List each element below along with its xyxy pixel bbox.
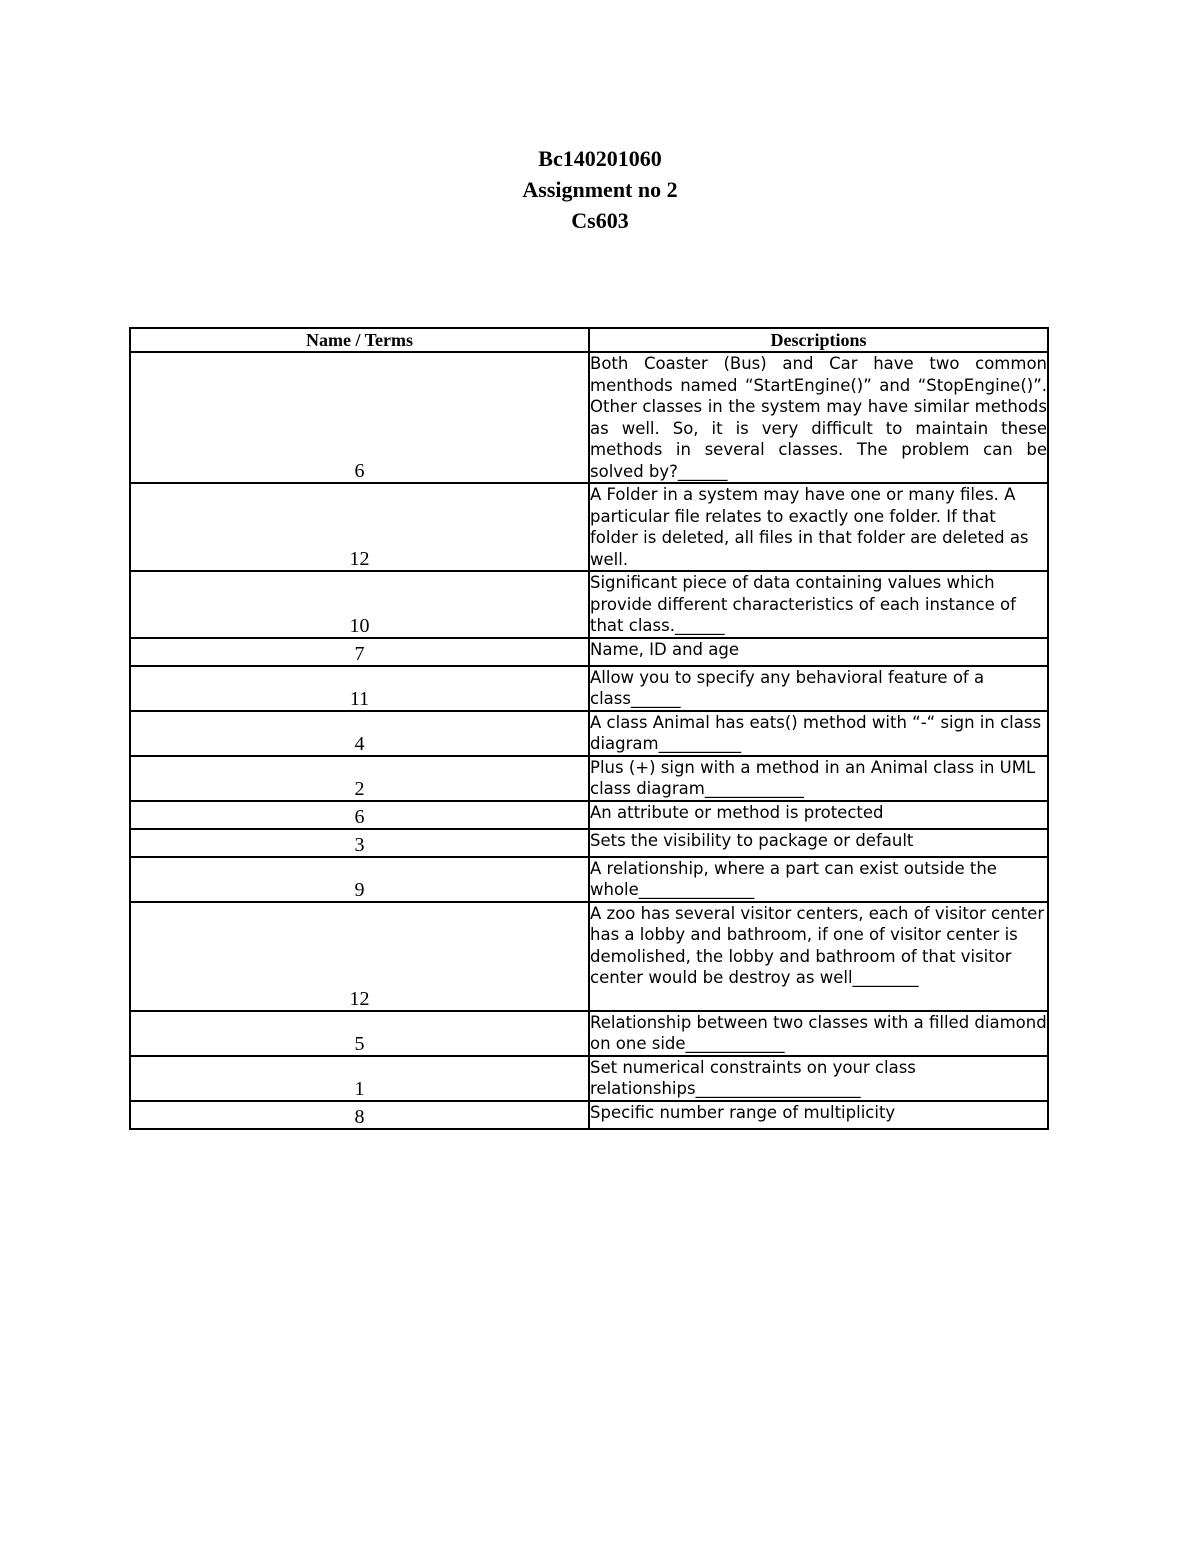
term-number: 9 [130,857,589,902]
term-description: Allow you to specify any behavioral feature of a class______ [589,666,1048,711]
table-header-row [130,328,1048,352]
table-row [130,801,1048,829]
assignment-title: Assignment no 2 [522,177,678,202]
table-row [130,571,1048,638]
term-description: Name, ID and age [589,638,1048,666]
terms-table [129,327,1049,1130]
term-number: 2 [130,756,589,801]
student-id: Bc140201060 [538,146,662,171]
column-header-descriptions: Descriptions [589,328,1048,352]
term-description: Both Coaster (Bus) and Car have two common menthods named “StartEngine()” and “StopEngine()”. Other classes in the system may have similar methods as well. So, it is very difficult to maintain these methods in several classes. The problem can be solved by?______ [589,352,1048,483]
term-number: 10 [130,571,589,638]
term-description: Set numerical constraints on your class relationships____________________ [589,1056,1048,1101]
term-description: Specific number range of multiplicity [589,1101,1048,1129]
term-number: 5 [130,1011,589,1056]
table-row [130,1011,1048,1056]
term-number: 12 [130,483,589,571]
table-row [130,666,1048,711]
table-row [130,829,1048,857]
table-row [130,352,1048,483]
document-header [0,143,1200,236]
term-number: 6 [130,801,589,829]
column-header-name: Name / Terms [130,328,589,352]
table-row [130,857,1048,902]
term-description: Relationship between two classes with a filled diamond on one side____________ [589,1011,1048,1056]
term-number: 4 [130,711,589,756]
table-row [130,483,1048,571]
term-number: 7 [130,638,589,666]
course-code: Cs603 [571,208,629,233]
term-description: A relationship, where a part can exist outside the whole______________ [589,857,1048,902]
term-description: Plus (+) sign with a method in an Animal class in UML class diagram____________ [589,756,1048,801]
term-description: A class Animal has eats() method with “-“ sign in class diagram__________ [589,711,1048,756]
term-description: A zoo has several visitor centers, each of visitor center has a lobby and bathroom, if one of visitor center is demolished, the lobby and bathroom of that visitor center would be destroy as well________ [589,902,1048,1011]
table-row [130,756,1048,801]
table-row [130,638,1048,666]
table-row [130,1056,1048,1101]
term-number: 11 [130,666,589,711]
term-number: 3 [130,829,589,857]
table-row [130,711,1048,756]
table-row [130,902,1048,1011]
table-row [130,1101,1048,1129]
term-description: An attribute or method is protected [589,801,1048,829]
term-description: Sets the visibility to package or default [589,829,1048,857]
term-number: 6 [130,352,589,483]
term-number: 8 [130,1101,589,1129]
term-number: 12 [130,902,589,1011]
term-number: 1 [130,1056,589,1101]
term-description: Significant piece of data containing values which provide different characteristics of each instance of that class.______ [589,571,1048,638]
term-description: A Folder in a system may have one or many files. A particular file relates to exactly one folder. If that folder is deleted, all files in that folder are deleted as well. [589,483,1048,571]
